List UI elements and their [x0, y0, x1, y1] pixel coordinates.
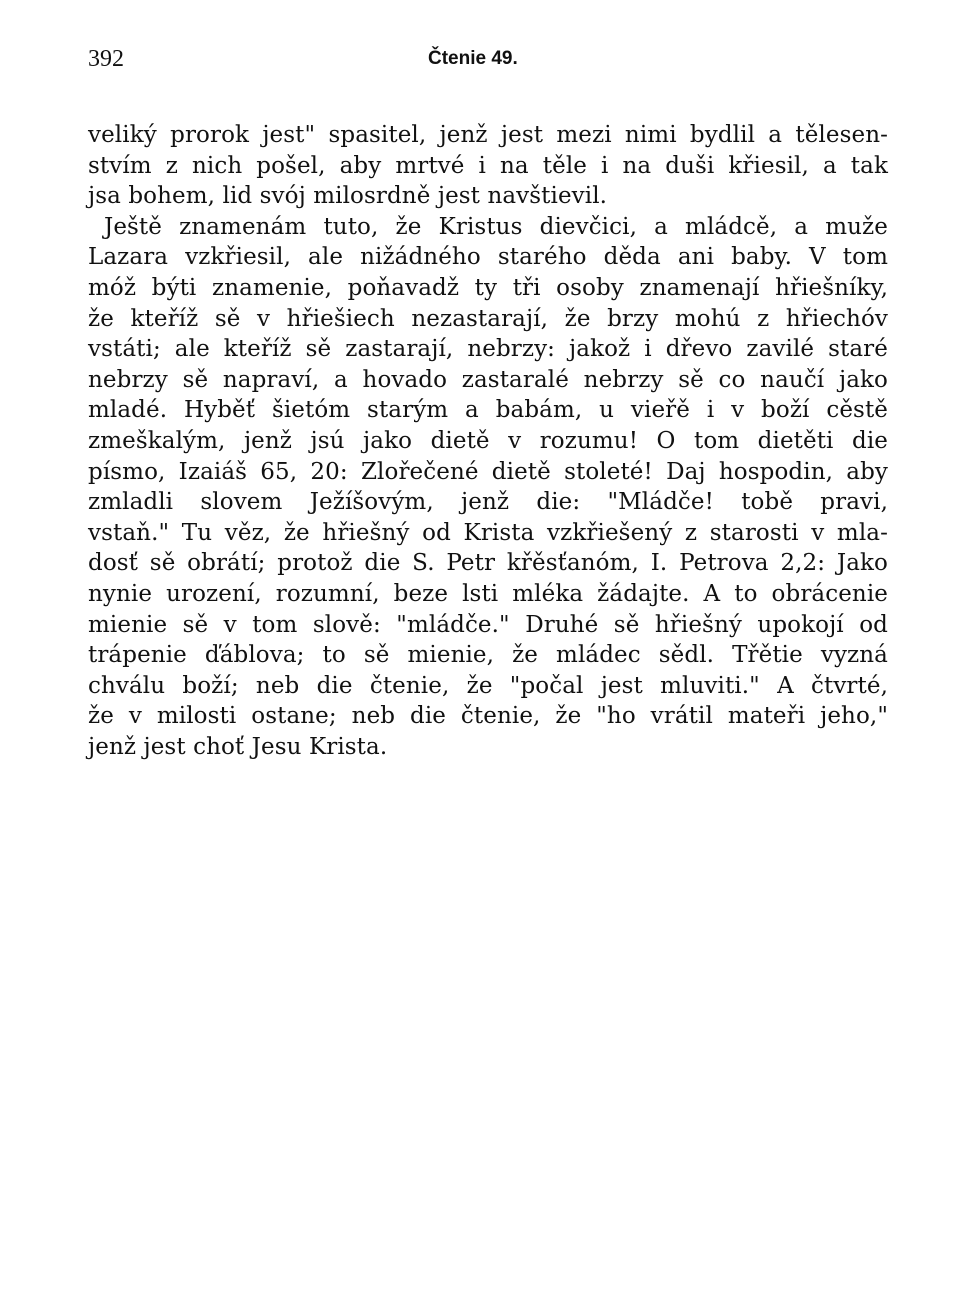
text-line: Lazara vzkřiesil, ale nižádného starého děda ani baby. V tom: [88, 244, 888, 271]
text-line: dosť sě obrátí; protož die S. Petr křěsťanóm, I. Petrova 2,2: Jako: [88, 550, 888, 577]
text-line: že kteříž sě v hřiešiech nezastarají, že brzy mohú z hřiechóv: [88, 305, 888, 332]
text-line: nynie urození, rozumní, beze lsti mléka žádajte. A to obrácenie: [88, 580, 888, 607]
text-line: písmo, Izaiáš 65, 20: Zlořečené dietě stoleté! Daj hospodin, aby: [88, 458, 888, 485]
page-header: [88, 44, 878, 78]
text-line: nebrzy sě napraví, a hovado zastaralé nebrzy sě co naučí jako: [88, 366, 888, 393]
text-line: veliký prorok jest" spasitel, jenž jest mezi nimi bydlil a tělesen-: [88, 122, 888, 148]
text-line: zmeškalým, jenž jsú jako dietě v rozumu! O tom dietěti die: [88, 427, 888, 454]
text-line: chválu boží; neb die čtenie, že "počal jest mluviti." A čtvrté,: [88, 672, 888, 699]
text-line: zmladli slovem Ježíšovým, jenž die: "Mládče! tobě pravi,: [88, 489, 888, 516]
body-text: [88, 120, 888, 762]
text-line: mladé. Hyběť šietóm starým a babám, u vieřě i v boží cěstě: [88, 397, 888, 424]
running-head: Čtenie 49.: [428, 48, 518, 69]
text-line: jenž jest choť Jesu Krista.: [88, 733, 388, 760]
text-line: vstáti; ale kteříž sě zastarají, nebrzy: jakož i dřevo zavilé staré: [88, 336, 888, 363]
text-line: jsa bohem, lid svój milosrdně jest navštievil.: [88, 183, 608, 210]
text-line: že v milosti ostane; neb die čtenie, že "ho vrátil mateři jeho,": [88, 703, 888, 730]
text-line: mienie sě v tom slově: "mládče." Druhé sě hřiešný upokojí od: [88, 611, 888, 638]
paragraph-start-line: Ještě znamenám tuto, že Kristus dievčici, a mládcě, a muže: [104, 213, 888, 240]
text-line: stvím z nich pošel, aby mrtvé i na těle i na duši křiesil, a tak: [88, 152, 888, 179]
text-line: móž býti znamenie, poňavadž ty tři osoby znamenají hřiešníky,: [88, 274, 888, 301]
text-line: trápenie ďáblova; to sě mienie, že mládec sědl. Třětie vyzná: [88, 642, 888, 669]
page-number: 392: [88, 46, 124, 72]
text-line: vstaň." Tu věz, že hřiešný od Krista vzkřiešený z starosti v mla-: [88, 519, 888, 546]
